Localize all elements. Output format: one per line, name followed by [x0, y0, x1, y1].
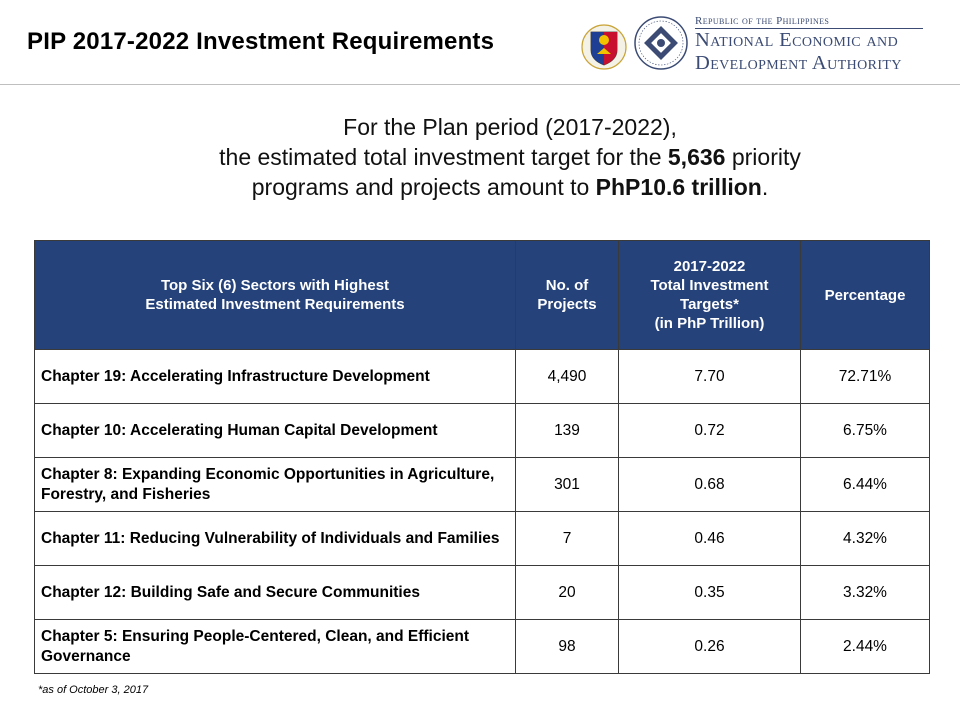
projects-cell: 7	[516, 512, 619, 566]
sector-cell: Chapter 19: Accelerating Infrastructure Development	[35, 350, 516, 404]
footnote: *as of October 3, 2017	[38, 684, 149, 696]
sector-cell: Chapter 10: Accelerating Human Capital Development	[35, 404, 516, 458]
header-divider	[0, 84, 960, 85]
agency-line-3: Development Authority	[695, 52, 902, 74]
target-cell: 0.26	[619, 620, 801, 674]
percentage-cell: 72.71%	[801, 350, 930, 404]
table-header-row	[35, 241, 930, 350]
sector-cell: Chapter 12: Building Safe and Secure Communities	[35, 566, 516, 620]
column-header-target: 2017-2022 Total Investment Targets* (in PhP Trillion)	[619, 241, 801, 350]
sector-cell: Chapter 11: Reducing Vulnerability of Individuals and Families	[35, 512, 516, 566]
target-cell: 0.46	[619, 512, 801, 566]
neda-logo-icon	[633, 15, 689, 71]
philippine-seal-icon	[581, 24, 627, 70]
agency-line-2: National Economic and	[695, 29, 899, 51]
projects-cell: 98	[516, 620, 619, 674]
target-cell: 0.35	[619, 566, 801, 620]
sector-cell: Chapter 8: Expanding Economic Opportunities in Agriculture, Forestry, and Fisheries	[35, 458, 516, 512]
table-row	[35, 512, 930, 566]
investment-total-value: PhP10.6 trillion	[595, 174, 762, 200]
table-row	[35, 458, 930, 512]
percentage-cell: 4.32%	[801, 512, 930, 566]
target-cell: 0.72	[619, 404, 801, 458]
intro-line-3: programs and projects amount to PhP10.6 trillion.	[251, 174, 769, 200]
projects-cell: 139	[516, 404, 619, 458]
column-header-sector: Top Six (6) Sectors with Highest Estimated Investment Requirements	[35, 241, 516, 350]
column-header-projects: No. of Projects	[516, 241, 619, 350]
projects-cell: 4,490	[516, 350, 619, 404]
target-cell: 7.70	[619, 350, 801, 404]
percentage-cell: 2.44%	[801, 620, 930, 674]
table-row	[35, 566, 930, 620]
agency-name	[695, 15, 930, 75]
percentage-cell: 3.32%	[801, 566, 930, 620]
column-header-percentage: Percentage	[801, 241, 930, 350]
intro-text	[80, 112, 940, 202]
percentage-cell: 6.75%	[801, 404, 930, 458]
agency-line-1: Republic of the Philippines	[695, 15, 923, 29]
percentage-cell: 6.44%	[801, 458, 930, 512]
table-row	[35, 404, 930, 458]
intro-line-2: the estimated total investment target for the 5,636 priority	[219, 144, 801, 170]
project-count-value: 5,636	[667, 144, 726, 170]
investment-table	[34, 240, 930, 674]
target-cell: 0.68	[619, 458, 801, 512]
projects-cell: 301	[516, 458, 619, 512]
projects-cell: 20	[516, 566, 619, 620]
table-row	[35, 620, 930, 674]
page-title: PIP 2017-2022 Investment Requirements	[27, 28, 495, 55]
intro-line-1: For the Plan period (2017-2022),	[343, 114, 677, 140]
slide-header	[0, 0, 960, 86]
table-row	[35, 350, 930, 404]
sector-cell: Chapter 5: Ensuring People-Centered, Clean, and Efficient Governance	[35, 620, 516, 674]
